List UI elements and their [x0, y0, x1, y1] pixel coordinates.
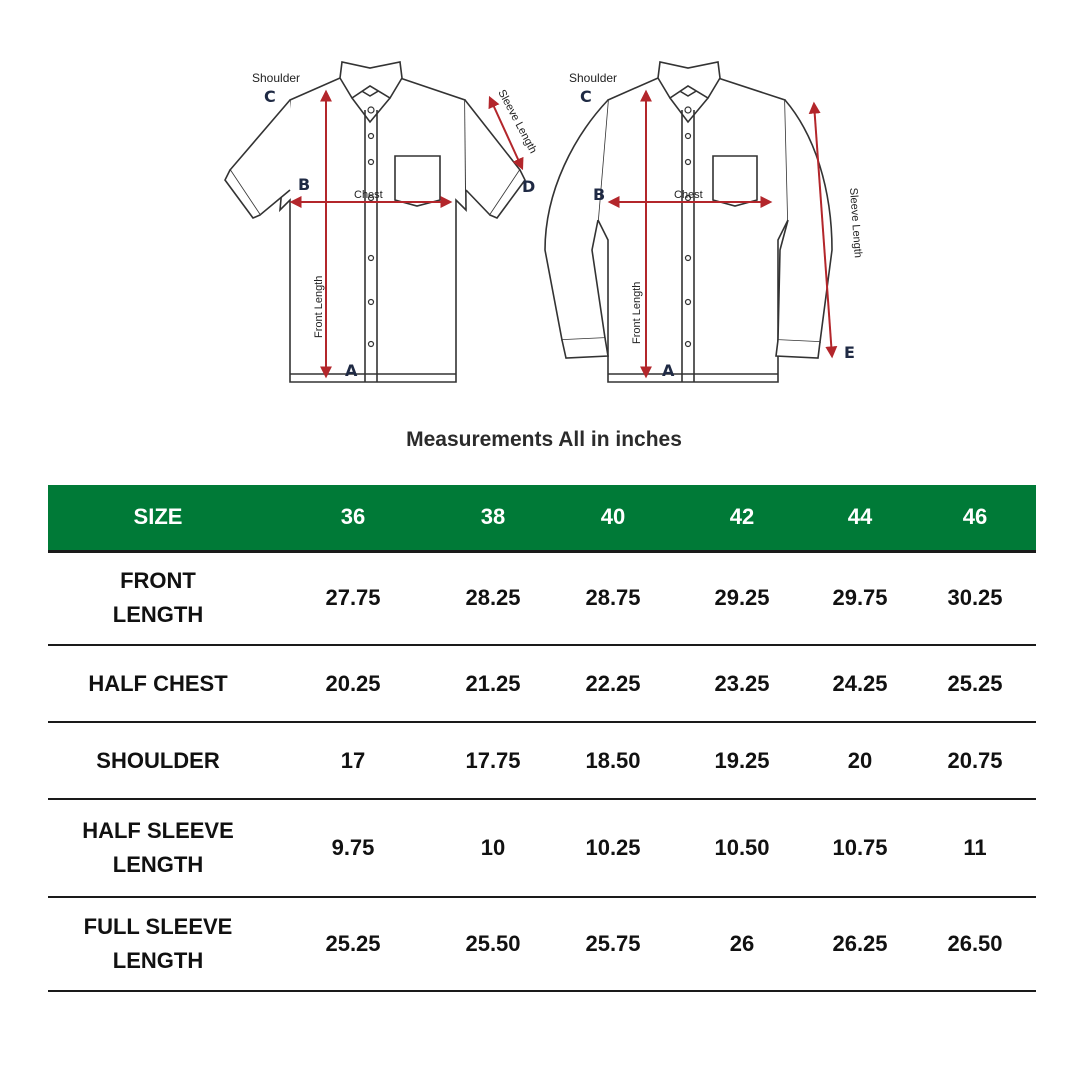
long-letter-b: B — [593, 185, 606, 204]
table-cell: 28.25 — [438, 551, 548, 645]
table-cell: 19.25 — [678, 722, 806, 799]
short-shoulder-label: Shoulder — [252, 71, 301, 85]
long-front-length-label: Front Length — [631, 281, 643, 344]
row-label-half-sleeve-length — [48, 799, 268, 897]
table-cell: 26.25 — [806, 897, 914, 991]
table-cell: 26.50 — [914, 897, 1036, 991]
long-chest-label: Chest — [674, 189, 703, 201]
table-row — [48, 551, 1036, 645]
table-cell: 23.25 — [678, 645, 806, 722]
table-row — [48, 645, 1036, 722]
short-sleeve-length-label: Sleeve Length — [495, 87, 539, 156]
row-label-line: FULL SLEEVE — [83, 914, 233, 939]
shirt-measurement-diagram — [220, 40, 890, 400]
table-cell: 20.25 — [268, 645, 438, 722]
header-size-40: 40 — [548, 485, 678, 551]
table-cell: 21.25 — [438, 645, 548, 722]
table-row — [48, 722, 1036, 799]
short-front-length-label: Front Length — [313, 275, 325, 338]
row-label-front-length — [48, 551, 268, 645]
table-cell: 29.75 — [806, 551, 914, 645]
table-cell: 17 — [268, 722, 438, 799]
table-cell: 22.25 — [548, 645, 678, 722]
table-row — [48, 897, 1036, 991]
table-cell: 27.75 — [268, 551, 438, 645]
table-cell: 20.75 — [914, 722, 1036, 799]
table-header-row — [48, 485, 1036, 551]
short-chest-label: Chest — [354, 189, 383, 201]
header-size-36: 36 — [268, 485, 438, 551]
row-label-line: HALF SLEEVE — [82, 818, 234, 843]
header-size-46: 46 — [914, 485, 1036, 551]
short-sleeve-shirt-icon — [225, 62, 525, 382]
long-letter-a: A — [662, 361, 675, 380]
table-cell: 20 — [806, 722, 914, 799]
short-letter-c: C — [264, 87, 276, 106]
table-cell: 25.25 — [914, 645, 1036, 722]
table-cell: 18.50 — [548, 722, 678, 799]
header-size-42: 42 — [678, 485, 806, 551]
short-letter-b: B — [298, 175, 311, 194]
row-label-full-sleeve-length — [48, 897, 268, 991]
table-row — [48, 799, 1036, 897]
table-cell: 10.75 — [806, 799, 914, 897]
header-size-label: SIZE — [48, 485, 268, 551]
table-cell: 24.25 — [806, 645, 914, 722]
long-sleeve-length-label: Sleeve Length — [847, 187, 864, 259]
row-label-shoulder: SHOULDER — [48, 722, 268, 799]
header-size-38: 38 — [438, 485, 548, 551]
table-cell: 25.25 — [268, 897, 438, 991]
table-cell: 26 — [678, 897, 806, 991]
row-label-line: LENGTH — [112, 948, 204, 973]
table-cell: 28.75 — [548, 551, 678, 645]
row-label-line: FRONT — [120, 568, 196, 594]
table-cell: 10.50 — [678, 799, 806, 897]
size-chart-table — [48, 485, 1036, 992]
table-cell: 17.75 — [438, 722, 548, 799]
row-label-line: LENGTH — [112, 852, 204, 877]
long-letter-c: C — [580, 87, 592, 106]
table-cell: 9.75 — [268, 799, 438, 897]
long-letter-e: E — [844, 343, 855, 362]
table-cell: 25.75 — [548, 897, 678, 991]
table-cell: 10 — [438, 799, 548, 897]
long-shoulder-label: Shoulder — [569, 71, 618, 85]
page-title: Measurements All in inches — [406, 428, 682, 451]
table-cell: 11 — [914, 799, 1036, 897]
header-size-44: 44 — [806, 485, 914, 551]
table-cell: 25.50 — [438, 897, 548, 991]
table-cell: 10.25 — [548, 799, 678, 897]
row-label-half-chest: HALF CHEST — [48, 645, 268, 722]
table-cell: 30.25 — [914, 551, 1036, 645]
short-letter-d: D — [522, 177, 536, 196]
row-label-line: LENGTH — [112, 602, 204, 628]
short-letter-a: A — [345, 361, 358, 380]
table-cell: 29.25 — [678, 551, 806, 645]
diagram-svg — [220, 40, 890, 400]
